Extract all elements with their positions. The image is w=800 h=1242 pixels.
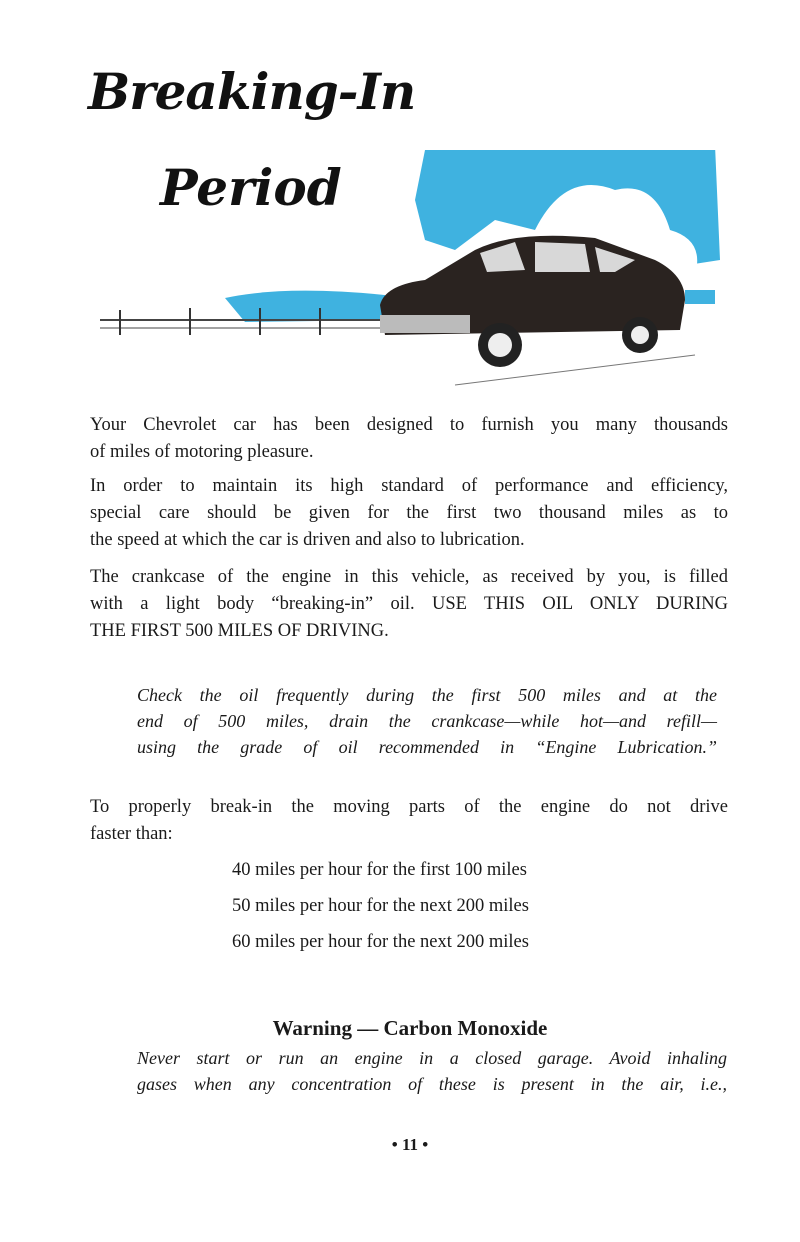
text-line: of miles of motoring pleasure. [90,442,314,462]
car-illustration [95,150,725,395]
text-line: To properly break-in the moving parts of the engine do not drive [90,797,728,817]
water-shape [225,291,395,322]
speed-limit-item: 50 miles per hour for the next 200 miles [232,896,529,916]
paragraph-intro [90,412,728,466]
text-line: THE FIRST 500 MILES OF DRIVING. [90,621,389,641]
warning-text [137,1045,727,1097]
text-line: with a light body “breaking-in” oil. USE THIS OIL ONLY DURING [90,594,728,614]
text-line: faster than: [90,824,173,844]
title-line-1: Breaking-In [88,62,416,121]
text-line: end of 500 miles, drain the crankcase—while hot—and refill— [137,711,717,731]
text-line: Your Chevrolet car has been designed to furnish you many thousands [90,415,728,435]
speed-limit-list [232,852,529,960]
title-line-2: Period [160,158,342,217]
text-line: The crankcase of the engine in this vehicle, as received by you, is filled [90,567,728,587]
paragraph-special-care [90,473,728,554]
text-line: In order to maintain its high standard of performance and efficiency, [90,476,728,496]
paragraph-crankcase [90,564,728,645]
speed-limit-item: 40 miles per hour for the first 100 miles [232,860,527,880]
oil-check-note [137,682,717,760]
text-line: gases when any concentration of these is present in the air, i.e., [137,1074,727,1094]
text-line: Never start or run an engine in a closed garage. Avoid inhaling [137,1048,727,1068]
warning-heading: Warning — Carbon Monoxide [272,1016,548,1040]
text-line: the speed at which the car is driven and also to lubrication. [90,530,525,550]
text-line: using the grade of oil recommended in “Engine Lubrication.” [137,737,717,757]
text-line: Check the oil frequently during the first 500 miles and at the [137,685,717,705]
text-line: special care should be given for the first two thousand miles as to [90,503,728,523]
paragraph-break-in [90,794,728,848]
speed-limit-item: 60 miles per hour for the next 200 miles [232,932,529,952]
page-number: • 11 • [391,1135,429,1154]
car-shape [380,236,685,367]
